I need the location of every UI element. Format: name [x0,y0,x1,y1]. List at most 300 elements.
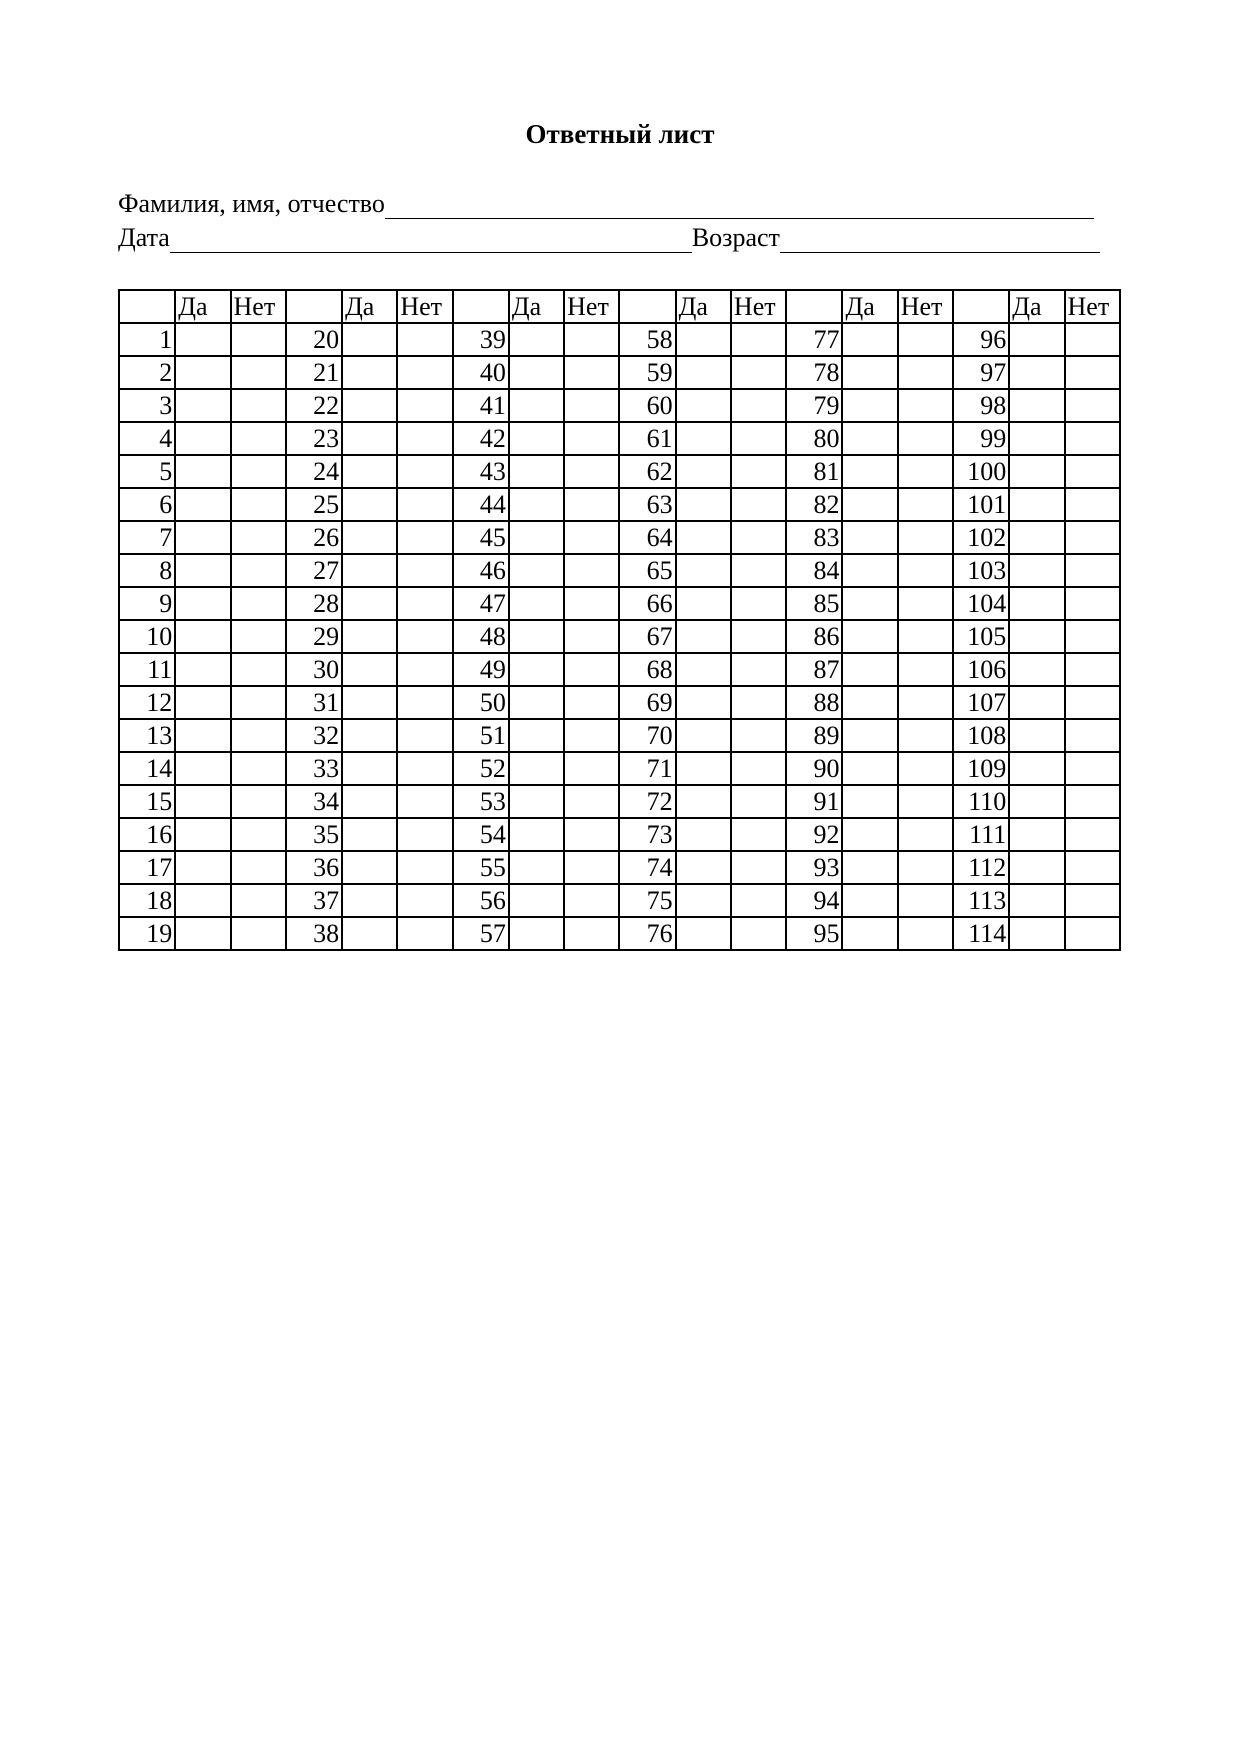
date-field[interactable] [170,226,692,253]
answer-no-cell[interactable] [731,356,786,389]
question-number: 103 [953,554,1009,587]
table-row [119,686,1120,719]
answer-yes-cell[interactable] [676,884,731,917]
answer-yes-cell[interactable] [175,323,230,356]
answer-no-cell[interactable] [397,521,452,554]
answer-yes-cell[interactable] [509,356,564,389]
answer-no-cell[interactable] [564,785,619,818]
answer-yes-cell[interactable] [509,554,564,587]
answer-yes-cell[interactable] [509,323,564,356]
answer-no-cell[interactable] [731,521,786,554]
answer-no-cell[interactable] [731,323,786,356]
answer-no-cell[interactable] [231,752,286,785]
question-number: 59 [619,356,675,389]
answer-yes-cell[interactable] [1009,653,1064,686]
answer-no-cell[interactable] [397,653,452,686]
answer-no-cell[interactable] [1065,686,1120,719]
question-number: 90 [786,752,842,785]
answer-no-cell[interactable] [898,587,953,620]
answer-yes-cell[interactable] [842,686,897,719]
answer-no-cell[interactable] [231,884,286,917]
answer-yes-cell[interactable] [175,851,230,884]
answer-no-cell[interactable] [397,719,452,752]
answer-no-cell[interactable] [898,719,953,752]
answer-yes-cell[interactable] [1009,818,1064,851]
answer-no-cell[interactable] [1065,587,1120,620]
answer-yes-cell[interactable] [842,851,897,884]
question-number: 91 [786,785,842,818]
answer-no-cell[interactable] [231,356,286,389]
answer-no-cell[interactable] [564,818,619,851]
answer-no-cell[interactable] [231,521,286,554]
answer-no-cell[interactable] [898,356,953,389]
answer-no-cell[interactable] [731,851,786,884]
answer-no-cell[interactable] [898,785,953,818]
answer-no-cell[interactable] [397,356,452,389]
answer-yes-cell[interactable] [1009,917,1064,950]
answer-no-cell[interactable] [397,818,452,851]
answer-yes-cell[interactable] [175,422,230,455]
answer-no-cell[interactable] [731,554,786,587]
answer-no-cell[interactable] [1065,884,1120,917]
answer-yes-cell[interactable] [342,851,397,884]
answer-no-cell[interactable] [564,620,619,653]
answer-no-cell[interactable] [1065,917,1120,950]
answer-no-cell[interactable] [898,620,953,653]
answer-yes-cell[interactable] [1009,884,1064,917]
answer-no-cell[interactable] [1065,389,1120,422]
answer-no-cell[interactable] [231,686,286,719]
answer-no-cell[interactable] [731,785,786,818]
answer-no-cell[interactable] [231,323,286,356]
answer-no-cell[interactable] [1065,323,1120,356]
answer-yes-cell[interactable] [842,389,897,422]
answer-yes-cell[interactable] [1009,323,1064,356]
answer-no-cell[interactable] [564,356,619,389]
answer-yes-cell[interactable] [1009,521,1064,554]
answer-no-cell[interactable] [898,818,953,851]
answer-no-cell[interactable] [564,719,619,752]
question-number: 88 [786,686,842,719]
question-number: 45 [453,521,509,554]
answer-no-cell[interactable] [1065,752,1120,785]
age-field[interactable] [780,226,1100,253]
answer-yes-cell[interactable] [509,818,564,851]
question-number: 19 [119,917,175,950]
question-number: 14 [119,752,175,785]
answer-yes-cell[interactable] [676,521,731,554]
answer-yes-cell[interactable] [842,587,897,620]
header-no: Нет [731,290,786,323]
question-number: 114 [953,917,1009,950]
question-number: 63 [619,488,675,521]
answer-no-cell[interactable] [731,422,786,455]
answer-yes-cell[interactable] [676,323,731,356]
question-number: 41 [453,389,509,422]
answer-no-cell[interactable] [898,851,953,884]
answer-yes-cell[interactable] [509,620,564,653]
answer-yes-cell[interactable] [842,719,897,752]
answer-yes-cell[interactable] [676,719,731,752]
question-number: 30 [286,653,342,686]
question-number: 36 [286,851,342,884]
answer-yes-cell[interactable] [175,356,230,389]
question-number: 32 [286,719,342,752]
answer-yes-cell[interactable] [1009,389,1064,422]
answer-yes-cell[interactable] [842,422,897,455]
question-number: 27 [286,554,342,587]
question-number: 6 [119,488,175,521]
answer-yes-cell[interactable] [509,422,564,455]
answer-yes-cell[interactable] [342,356,397,389]
answer-no-cell[interactable] [731,752,786,785]
question-number: 17 [119,851,175,884]
answer-no-cell[interactable] [898,686,953,719]
answer-yes-cell[interactable] [342,719,397,752]
answer-no-cell[interactable] [898,422,953,455]
question-number: 35 [286,818,342,851]
question-number: 72 [619,785,675,818]
answer-no-cell[interactable] [564,686,619,719]
answer-no-cell[interactable] [231,917,286,950]
answer-yes-cell[interactable] [175,686,230,719]
full-name-field[interactable] [385,192,1094,219]
answer-no-cell[interactable] [564,884,619,917]
question-number: 95 [786,917,842,950]
answer-yes-cell[interactable] [509,521,564,554]
answer-no-cell[interactable] [731,719,786,752]
answer-yes-cell[interactable] [676,653,731,686]
answer-no-cell[interactable] [1065,455,1120,488]
table-row [119,752,1120,785]
answer-no-cell[interactable] [731,653,786,686]
table-row [119,884,1120,917]
answer-yes-cell[interactable] [509,851,564,884]
question-number: 93 [786,851,842,884]
answer-yes-cell[interactable] [676,554,731,587]
answer-yes-cell[interactable] [342,818,397,851]
table-header-row [119,290,1120,323]
question-number: 29 [286,620,342,653]
answer-yes-cell[interactable] [175,818,230,851]
answer-yes-cell[interactable] [842,488,897,521]
question-number: 74 [619,851,675,884]
answer-no-cell[interactable] [231,389,286,422]
answer-yes-cell[interactable] [175,554,230,587]
answer-yes-cell[interactable] [175,719,230,752]
answer-yes-cell[interactable] [1009,356,1064,389]
answer-no-cell[interactable] [1065,521,1120,554]
answer-no-cell[interactable] [564,323,619,356]
answer-yes-cell[interactable] [509,587,564,620]
answer-yes-cell[interactable] [175,521,230,554]
answer-no-cell[interactable] [397,917,452,950]
answer-yes-cell[interactable] [676,587,731,620]
answer-no-cell[interactable] [231,422,286,455]
answer-no-cell[interactable] [731,488,786,521]
answer-no-cell[interactable] [1065,488,1120,521]
answer-yes-cell[interactable] [342,917,397,950]
header-number-cell [453,290,509,323]
answer-yes-cell[interactable] [175,488,230,521]
answer-yes-cell[interactable] [1009,422,1064,455]
answer-yes-cell[interactable] [676,356,731,389]
answer-no-cell[interactable] [231,653,286,686]
question-number: 31 [286,686,342,719]
answer-yes-cell[interactable] [1009,455,1064,488]
answer-yes-cell[interactable] [175,785,230,818]
answer-no-cell[interactable] [898,455,953,488]
answer-yes-cell[interactable] [342,488,397,521]
answer-yes-cell[interactable] [509,488,564,521]
answer-no-cell[interactable] [731,884,786,917]
answer-yes-cell[interactable] [509,719,564,752]
answer-no-cell[interactable] [397,884,452,917]
answer-no-cell[interactable] [231,455,286,488]
answer-no-cell[interactable] [1065,422,1120,455]
question-number: 80 [786,422,842,455]
answer-no-cell[interactable] [397,488,452,521]
answer-no-cell[interactable] [231,488,286,521]
answer-yes-cell[interactable] [842,620,897,653]
answer-no-cell[interactable] [231,620,286,653]
question-number: 70 [619,719,675,752]
answer-no-cell[interactable] [1065,818,1120,851]
answer-no-cell[interactable] [731,455,786,488]
answer-no-cell[interactable] [731,620,786,653]
answer-no-cell[interactable] [231,719,286,752]
answer-no-cell[interactable] [564,752,619,785]
answer-yes-cell[interactable] [342,620,397,653]
answer-yes-cell[interactable] [1009,719,1064,752]
answer-yes-cell[interactable] [509,884,564,917]
answer-yes-cell[interactable] [509,917,564,950]
answer-no-cell[interactable] [564,422,619,455]
answer-yes-cell[interactable] [342,323,397,356]
full-name-row [118,189,1094,219]
answer-no-cell[interactable] [1065,620,1120,653]
question-number: 24 [286,455,342,488]
answer-no-cell[interactable] [898,653,953,686]
question-number: 21 [286,356,342,389]
answer-yes-cell[interactable] [342,785,397,818]
question-number: 15 [119,785,175,818]
question-number: 58 [619,323,675,356]
header-number-cell [119,290,175,323]
question-number: 38 [286,917,342,950]
answer-yes-cell[interactable] [175,455,230,488]
answer-yes-cell[interactable] [175,389,230,422]
answer-yes-cell[interactable] [342,554,397,587]
answer-yes-cell[interactable] [342,653,397,686]
answer-yes-cell[interactable] [509,455,564,488]
answer-no-cell[interactable] [731,686,786,719]
question-number: 25 [286,488,342,521]
answer-yes-cell[interactable] [842,455,897,488]
answer-yes-cell[interactable] [676,620,731,653]
header-yes: Да [842,290,897,323]
question-number: 86 [786,620,842,653]
answer-yes-cell[interactable] [1009,620,1064,653]
question-number: 47 [453,587,509,620]
header-yes: Да [342,290,397,323]
answer-no-cell[interactable] [564,917,619,950]
answer-yes-cell[interactable] [842,884,897,917]
answer-yes-cell[interactable] [1009,686,1064,719]
answer-yes-cell[interactable] [842,917,897,950]
answer-yes-cell[interactable] [509,752,564,785]
question-number: 50 [453,686,509,719]
answer-no-cell[interactable] [231,785,286,818]
answer-yes-cell[interactable] [676,422,731,455]
question-number: 87 [786,653,842,686]
answer-yes-cell[interactable] [175,587,230,620]
answer-no-cell[interactable] [564,488,619,521]
question-number: 7 [119,521,175,554]
answer-yes-cell[interactable] [175,620,230,653]
answer-no-cell[interactable] [397,686,452,719]
answer-no-cell[interactable] [898,884,953,917]
question-number: 20 [286,323,342,356]
answer-yes-cell[interactable] [842,554,897,587]
answer-no-cell[interactable] [898,917,953,950]
question-number: 98 [953,389,1009,422]
answer-no-cell[interactable] [898,752,953,785]
answer-yes-cell[interactable] [1009,554,1064,587]
answer-yes-cell[interactable] [676,818,731,851]
answer-yes-cell[interactable] [676,917,731,950]
answer-yes-cell[interactable] [676,455,731,488]
answer-no-cell[interactable] [397,323,452,356]
answer-yes-cell[interactable] [342,884,397,917]
question-number: 26 [286,521,342,554]
answer-yes-cell[interactable] [842,323,897,356]
answer-yes-cell[interactable] [509,653,564,686]
answer-yes-cell[interactable] [342,521,397,554]
answer-no-cell[interactable] [1065,554,1120,587]
header-number-cell [786,290,842,323]
answer-table [118,289,1121,951]
answer-yes-cell[interactable] [342,389,397,422]
answer-no-cell[interactable] [731,917,786,950]
answer-yes-cell[interactable] [509,389,564,422]
full-name-label: Фамилия, имя, отчество [118,189,385,218]
answer-no-cell[interactable] [397,554,452,587]
answer-no-cell[interactable] [397,785,452,818]
answer-no-cell[interactable] [564,521,619,554]
answer-no-cell[interactable] [397,455,452,488]
table-row [119,653,1120,686]
question-number: 84 [786,554,842,587]
answer-no-cell[interactable] [397,389,452,422]
table-row [119,389,1120,422]
answer-yes-cell[interactable] [342,752,397,785]
answer-no-cell[interactable] [397,422,452,455]
answer-yes-cell[interactable] [175,653,230,686]
answer-yes-cell[interactable] [342,455,397,488]
answer-yes-cell[interactable] [175,752,230,785]
answer-yes-cell[interactable] [842,521,897,554]
question-number: 101 [953,488,1009,521]
question-number: 108 [953,719,1009,752]
answer-no-cell[interactable] [397,851,452,884]
answer-no-cell[interactable] [898,389,953,422]
answer-no-cell[interactable] [231,851,286,884]
answer-no-cell[interactable] [1065,719,1120,752]
answer-yes-cell[interactable] [676,752,731,785]
table-row [119,455,1120,488]
question-number: 100 [953,455,1009,488]
table-row [119,356,1120,389]
answer-no-cell[interactable] [731,389,786,422]
answer-no-cell[interactable] [898,323,953,356]
answer-no-cell[interactable] [898,521,953,554]
answer-no-cell[interactable] [564,653,619,686]
answer-no-cell[interactable] [731,587,786,620]
answer-no-cell[interactable] [898,488,953,521]
answer-no-cell[interactable] [564,554,619,587]
answer-yes-cell[interactable] [175,884,230,917]
answer-no-cell[interactable] [397,620,452,653]
answer-no-cell[interactable] [231,554,286,587]
answer-yes-cell[interactable] [1009,785,1064,818]
answer-yes-cell[interactable] [342,422,397,455]
answer-no-cell[interactable] [564,851,619,884]
answer-yes-cell[interactable] [842,653,897,686]
answer-yes-cell[interactable] [676,389,731,422]
answer-yes-cell[interactable] [676,785,731,818]
answer-yes-cell[interactable] [1009,752,1064,785]
question-number: 12 [119,686,175,719]
header-no: Нет [898,290,953,323]
answer-yes-cell[interactable] [342,686,397,719]
question-number: 105 [953,620,1009,653]
question-number: 22 [286,389,342,422]
answer-no-cell[interactable] [564,587,619,620]
answer-no-cell[interactable] [731,818,786,851]
answer-yes-cell[interactable] [676,851,731,884]
answer-no-cell[interactable] [231,818,286,851]
question-number: 64 [619,521,675,554]
answer-no-cell[interactable] [564,389,619,422]
answer-yes-cell[interactable] [676,686,731,719]
answer-yes-cell[interactable] [509,686,564,719]
answer-no-cell[interactable] [1065,356,1120,389]
answer-no-cell[interactable] [1065,653,1120,686]
answer-yes-cell[interactable] [676,488,731,521]
question-number: 57 [453,917,509,950]
answer-yes-cell[interactable] [509,785,564,818]
answer-yes-cell[interactable] [842,818,897,851]
answer-yes-cell[interactable] [1009,488,1064,521]
answer-yes-cell[interactable] [342,587,397,620]
answer-yes-cell[interactable] [842,785,897,818]
question-number: 68 [619,653,675,686]
answer-yes-cell[interactable] [842,752,897,785]
answer-no-cell[interactable] [898,554,953,587]
answer-yes-cell[interactable] [1009,851,1064,884]
answer-no-cell[interactable] [397,752,452,785]
answer-no-cell[interactable] [1065,785,1120,818]
answer-yes-cell[interactable] [1009,587,1064,620]
answer-no-cell[interactable] [397,587,452,620]
answer-yes-cell[interactable] [175,917,230,950]
answer-yes-cell[interactable] [842,356,897,389]
question-number: 102 [953,521,1009,554]
answer-no-cell[interactable] [1065,851,1120,884]
answer-no-cell[interactable] [564,455,619,488]
answer-no-cell[interactable] [231,587,286,620]
